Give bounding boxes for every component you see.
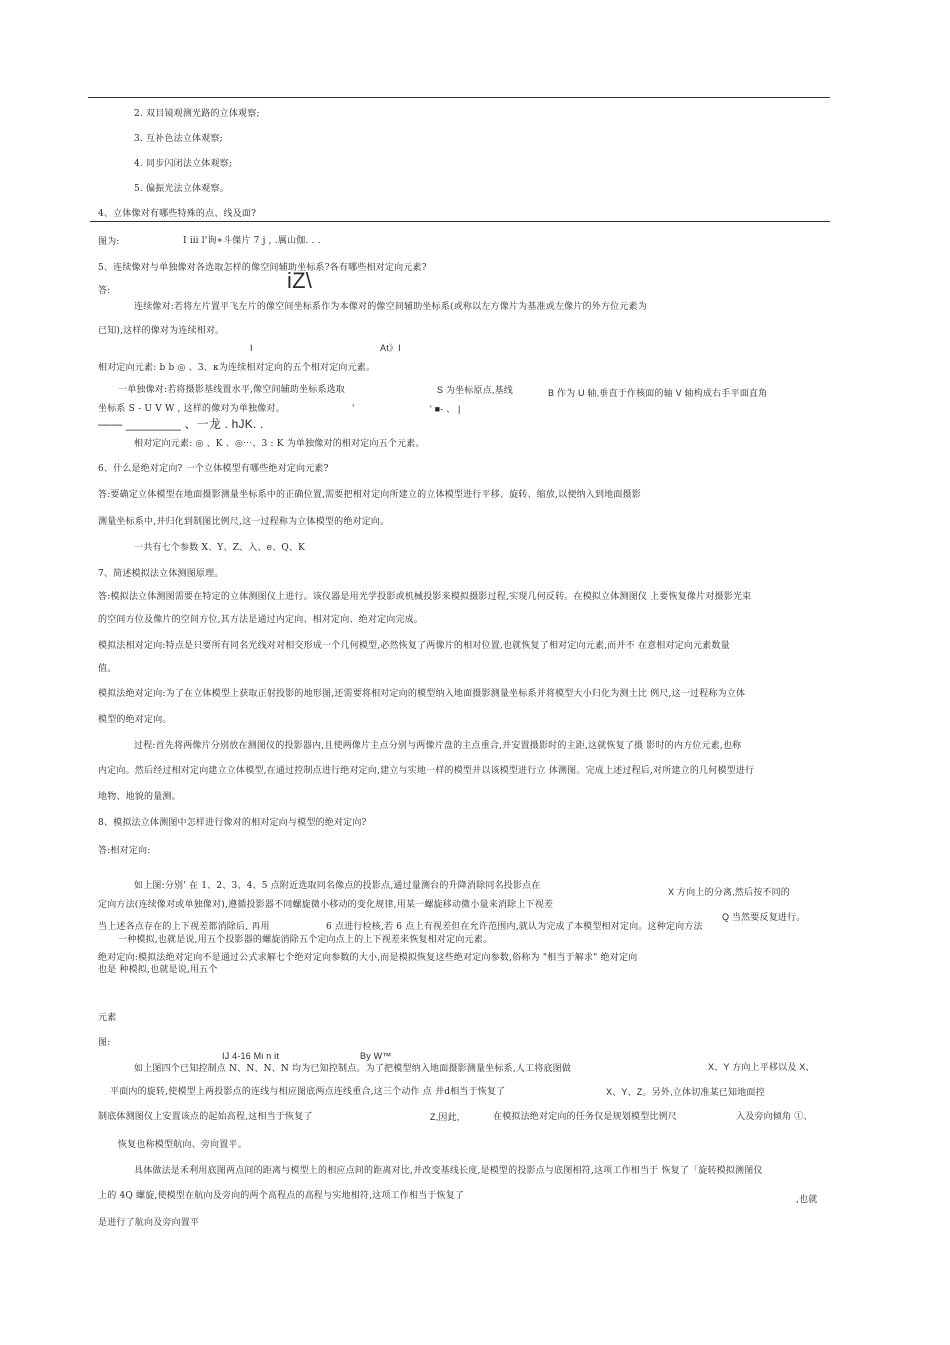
question-5: 5、连续像对与单独像对各选取怎样的像空间辅助坐标系?各有哪些相对定向元素? xyxy=(98,263,427,273)
paragraph-fragment: X 方向上的分离,然后按不同的 xyxy=(668,887,791,897)
paragraph: 平面内的旋转,使模型上两投影点的连线与相应图底两点连线重合,这三个动作 点 并d相当于恢复了 xyxy=(110,1087,506,1097)
paragraph: 一种模拟,也就是说,用五个投影器的螺旋消除五个定向点上的上下视差来恢复相对定向元素。 xyxy=(118,935,493,945)
paragraph: 答:模拟法立体测图需要在特定的立体测图仪上进行。该仪器是用光学投影或机械投影来模拟摄影过程,实现几何反转。在模拟立体测图仪 上要恢复像片对摄影光束 xyxy=(98,592,752,602)
paragraph: 答:相对定向: xyxy=(98,846,151,856)
paragraph: 如上图四个已知控制点 N、N、N、N 均为已知控制点。为了把模型纳入地面摄影测量坐标系,人工将底图做 xyxy=(134,1064,572,1074)
paragraph: 相对定向元素: b b ◎ 、3、κ为连续相对定向的五个相对定向元素。 xyxy=(98,363,376,373)
figure-label: 图: xyxy=(98,1038,111,1048)
list-item-3: 3. 互补色法立体观察; xyxy=(134,134,223,144)
paragraph: 如上图:分别' 在 1、2、3、4、5 点附近选取同名像点的投影点,通过量测台的升降消除同名投影点在 xyxy=(134,881,541,891)
paragraph: 值。 xyxy=(98,664,117,674)
paragraph: 当上述各点存在的上下视差都消除后, 再用 xyxy=(98,922,270,932)
paragraph: 地物、地貌的量测。 xyxy=(98,792,181,802)
paragraph: 相对定向元素: ◎ 、K 、◎⋯、3 : K 为单独像对的相对定向五个元素。 xyxy=(134,439,425,449)
list-item-2: 2. 双目镜观测光路的立体观察; xyxy=(134,109,260,119)
question-7: 7、简述模拟法立体测图原理。 xyxy=(98,569,224,579)
paragraph: 也是 种模拟,也就是说,用五个 xyxy=(98,965,218,975)
paragraph-fragment: S 为坐标原点,基线 xyxy=(437,385,514,395)
question-8: 8、模拟法立体测图中怎样进行像对的相对定向与模型的绝对定向? xyxy=(98,818,367,828)
paragraph: 具体做法是禾利用底图两点间的距离与模型上的相应点间的距离对比,并改变基线长度,是模型的投影点与底图相符,这项工作相当于 恢复了「旋转模拟测图仪 xyxy=(134,1166,763,1176)
paragraph: 坐标系 S - U V W , 这样的像对为单独像对。 xyxy=(98,404,285,414)
paragraph: 的空间方位及像片的空间方位,其方法是通过内定向、相对定向、绝对定向完成。 xyxy=(98,615,424,625)
paragraph: 制底体测图仪上安置该点的起始高程,这相当于恢复了 xyxy=(98,1112,313,1122)
paragraph: 连续像对:若将左片置平飞左片的像空间坐标系作为本像对的像空间辅助坐标系(或称以左方像片为基准或左像片的外方位元素为 xyxy=(134,302,647,312)
figure-garbled-text: IJ 4-16 Mi n it xyxy=(222,1051,280,1061)
paragraph: 过程:首先将两像片分别放在测图仪的投影器内,且使两像片主点分别与两像片盘的主点重合,并安置摄影时的主距,这就恢复了摄 影时的内方位元素,也称 xyxy=(134,741,742,751)
paragraph: 一单独像对:若将摄影基线置水平,像空间辅助坐标系选取 xyxy=(118,385,346,395)
paragraph: 模拟法绝对定向:为了在立体模型上获取正射投影的地形图,还需要将相对定向的模型纳入地面摄影测量坐标系并将模型大小归化为测土比 例尺,这一过程称为立体 xyxy=(98,689,746,699)
paragraph: 一共有七个参数 X、Y、Z、入、e、Q、K xyxy=(134,543,306,553)
garbled-mark: ' ■- 、 | xyxy=(430,404,461,414)
paragraph-fragment: 6 点进行检核,若 6 点上有视差但在允许范围内,就认为完成了本模型相对定向。这种定向方法 xyxy=(326,922,703,932)
paragraph-fragment: B 作为 U 轴,垂直于作核面的轴 V 轴构成右手平面直角 xyxy=(548,388,768,398)
top-rule xyxy=(88,97,830,98)
paragraph: 绝对定向:模拟法绝对定向不是通过公式求解七个绝对定向参数的大小,而是模拟恢复这些绝对定向参数,俗称为 "相当于解求" 绝对定向 xyxy=(98,953,638,963)
paragraph-fragment: X、Y、Z。另外,立体切准某已知地面控 xyxy=(606,1087,765,1097)
paragraph-fragment: X、Y 方向上平移以及 X、 xyxy=(708,1062,815,1072)
paragraph: 上的 4Q 螺旋,使模型在航向及旁向的两个高程点的高程与实地相符,这项工作相当于恢复了 xyxy=(98,1191,465,1201)
paragraph-fragment: Q 当然要反复进行。 xyxy=(722,912,806,922)
garbled-mark: ' xyxy=(352,404,355,414)
answer-label: 答: xyxy=(98,286,111,296)
figure-garbled-text: By W™ xyxy=(360,1051,392,1061)
list-item-4: 4. 同步闪闭法立体观察; xyxy=(134,159,233,169)
paragraph: 元素 xyxy=(98,1013,117,1023)
paragraph: 模拟法相对定向:特点是只要所有同名光线对对相交形成一个几何模型,必然恢复了两像片的相对位置,也就恢复了相对定向元素,而并不 在意相对定向元素数量 xyxy=(98,641,730,651)
figure-label: 图为: xyxy=(98,237,120,247)
question-4: 4、立体像对有哪些特殊的点、线及面? xyxy=(98,209,257,219)
paragraph: 是进行了航向及旁向置平 xyxy=(98,1218,200,1228)
garbled-line: —— ________ 、一龙 . hJK. . xyxy=(98,417,264,431)
paragraph: 定向方法(连续像对或单独像对),遵循投影器不同螺旋微小移动的变化规律,用某一螺旋移动微小量来消除上下视差 xyxy=(98,900,554,910)
paragraph: 已知),这样的像对为连续相对。 xyxy=(98,326,225,336)
question-6: 6、什么是绝对定向? 一个立体模型有哪些绝对定向元素? xyxy=(98,464,329,474)
paragraph-fragment: Z,因此, xyxy=(430,1112,460,1122)
figure-garbled-text: I ⅲ l'询∗斗傑片 7 j , .厲山伽. . . xyxy=(183,236,321,246)
paragraph: 内定向。然后经过相对定向建立立体模型,在通过控制点进行绝对定向,建立与实地一样的模型并以该模型进行立 体测图。完成上述过程后,对所建立的几何模型进行 xyxy=(98,766,755,776)
paragraph: 测量坐标系中,并归化到制图比例尺,这一过程称为立体模型的绝对定向。 xyxy=(98,517,390,527)
garbled-mark: At》I xyxy=(380,343,401,353)
garbled-mark: I xyxy=(250,343,253,353)
paragraph: 答:要确定立体模型在地面摄影测量坐标系中的正确位置,需要把相对定向所建立的立体模型进行平移、旋转、缩放,以便纳入到地面摄影 xyxy=(98,490,641,500)
paragraph-fragment: 入及旁向倾角 ①、 xyxy=(736,1112,813,1122)
paragraph: 模型的绝对定向。 xyxy=(98,715,172,725)
garbled-symbol: iZ\ xyxy=(287,268,313,293)
paragraph-fragment: 在模拟法绝对定向的任务仅是规划模型比例尺 xyxy=(493,1112,678,1122)
section-rule xyxy=(90,221,830,222)
paragraph: 恢复也称模型航向、旁向置平。 xyxy=(118,1140,247,1150)
list-item-5: 5. 偏振光法立体观察。 xyxy=(134,184,229,194)
paragraph-fragment: ,也就 xyxy=(796,1195,818,1205)
